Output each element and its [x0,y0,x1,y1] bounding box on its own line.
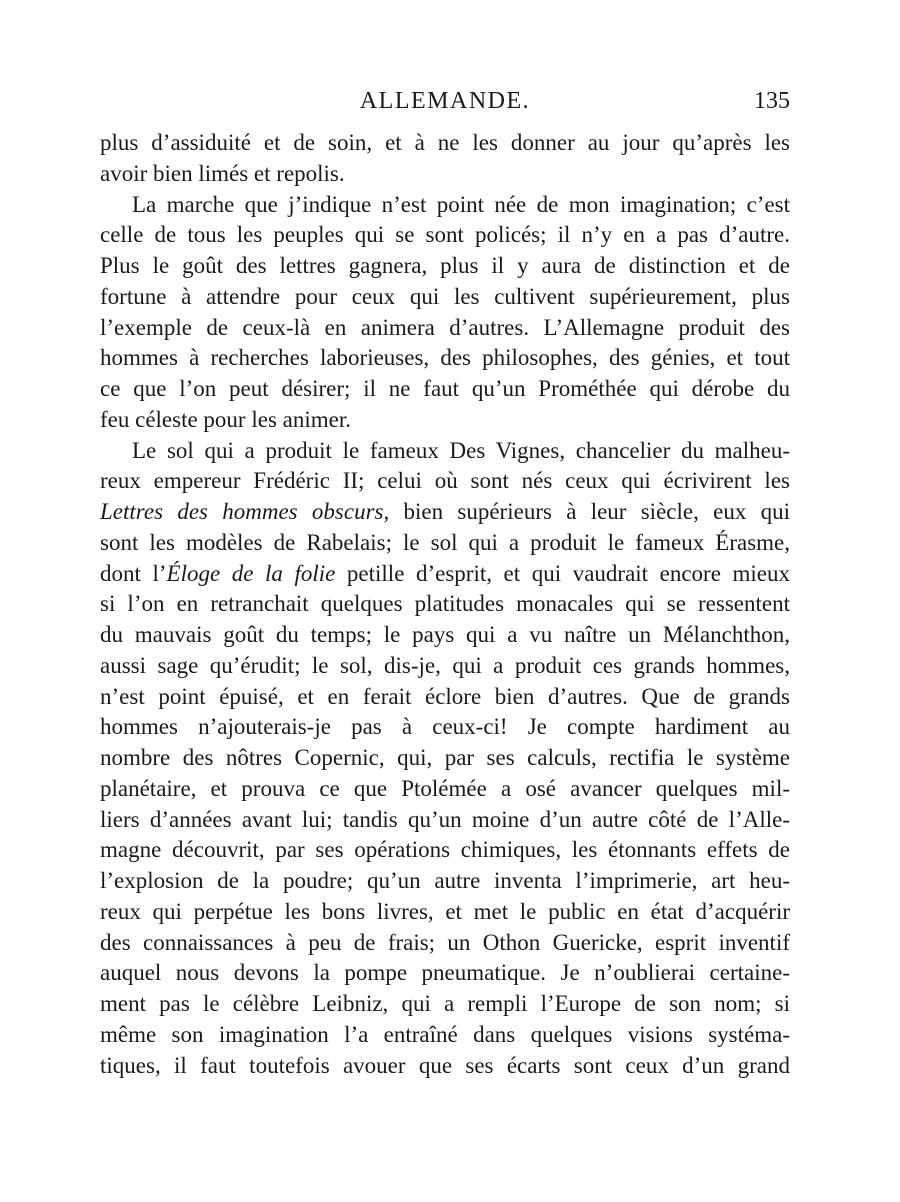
running-head [100,84,790,118]
text-line [100,190,790,221]
text-line [100,251,790,282]
text-segment: ce que l’on peut désirer; il ne faut qu’un Prométhée qui dérobe du [100,376,790,401]
text-segment: avoir bien limés et repolis. [100,160,345,186]
text-line [100,866,790,897]
text-segment: feu céleste pour les animer. [100,406,351,432]
text-line [100,774,790,805]
text-segment: fortune à attendre pour ceux qui les cultivent supérieurement, plus [100,283,790,309]
text-segment: tiques, il faut toutefois avouer que ses écarts sont ceux d’un grand [100,1052,790,1078]
body-text [100,128,790,1081]
text-line [100,682,790,713]
text-segment: l’exemple de ceux-là en animera d’autres. L’Allemagne produit des [100,314,790,340]
text-segment: dont l’ [100,560,167,586]
text-line [100,743,790,774]
page-number: 135 [754,88,790,114]
text-segment: petille d’esprit, et qui vaudrait encore mieux [335,560,790,586]
text-segment: La marche que j’indique n’est point née de mon imagination; c’est [132,191,790,217]
text-line [100,835,790,866]
text-line [100,620,790,651]
text-line [100,128,790,159]
text-segment: aussi sage qu’érudit; le sol, dis-je, qui a produit ces grands hommes, [100,652,790,678]
text-segment: magne découvrit, par ses opérations chimiques, les étonnants effets de [100,837,790,863]
text-segment: celle de tous les peuples qui se sont policés; il n’y en a pas d’autre. [100,222,790,248]
text-line [100,1020,790,1051]
italic-title: Éloge de la folie [166,560,336,586]
text-line [100,897,790,928]
text-segment: des connaissances à peu de frais; un Othon Guericke, esprit inventif [100,929,790,955]
text-segment: n’est point épuisé, et en ferait éclore bien d’autres. Que de grands [100,683,790,709]
text-line [100,466,790,497]
text-line [100,436,790,467]
text-segment: si l’on en retranchait quelques platitudes monacales qui se ressentent [100,591,790,617]
text-segment: Plus le goût des lettres gagnera, plus il y aura de distinction et de [100,253,790,278]
text-line [100,712,790,743]
text-segment: reux qui perpétue les bons livres, et met le public en état d’acquérir [100,898,790,924]
text-line [100,374,790,405]
text-line [100,159,790,190]
italic-title: Lettres des hommes obscurs, [100,499,390,524]
text-segment: nombre des nôtres Copernic, qui, par ses calculs, rectifia le système [100,745,790,770]
text-line [100,497,790,528]
text-segment: hommes à recherches laborieuses, des philosophes, des génies, et tout [100,345,790,371]
text-line [100,559,790,590]
text-segment: auquel nous devons la pompe pneumatique. Je n’oublierai certaine- [100,960,790,986]
text-line [100,313,790,344]
text-line [100,989,790,1020]
text-segment: hommes n’ajouterais-je pas à ceux-ci! Je compte hardiment au [100,714,790,740]
text-segment: sont les modèles de Rabelais; le sol qui a produit le fameux Érasme, [100,529,790,555]
text-line [100,405,790,436]
text-segment: liers d’années avant lui; tandis qu’un moine d’un autre côté de l’Alle- [100,806,790,832]
text-line [100,958,790,989]
text-segment: du mauvais goût du temps; le pays qui a vu naître un Mélanchthon, [100,622,790,647]
text-segment: planétaire, et prouva ce que Ptolémée a osé avancer quelques mil- [100,775,790,801]
text-segment: Le sol qui a produit le fameux Des Vignes, chancelier du malheu- [132,437,790,463]
text-segment: reux empereur Frédéric II; celui où sont nés ceux qui écrivirent les [100,468,790,494]
running-title: ALLEMANDE. [359,88,531,114]
text-line [100,651,790,682]
text-segment: plus d’assiduité et de soin, et à ne les donner au jour qu’après les [100,130,790,155]
text-segment: ment pas le célèbre Leibniz, qui a rempli l’Europe de son nom; si [100,991,790,1016]
text-line [100,220,790,251]
text-segment: bien supérieurs à leur siècle, eux qui [389,499,790,524]
text-line [100,1051,790,1082]
text-segment: l’explosion de la poudre; qu’un autre inventa l’imprimerie, art heu- [100,868,790,893]
text-line [100,805,790,836]
text-segment: même son imagination l’a entraîné dans quelques visions systéma- [100,1021,790,1047]
text-line [100,928,790,959]
text-line [100,528,790,559]
text-line [100,589,790,620]
text-line [100,343,790,374]
text-line [100,282,790,313]
